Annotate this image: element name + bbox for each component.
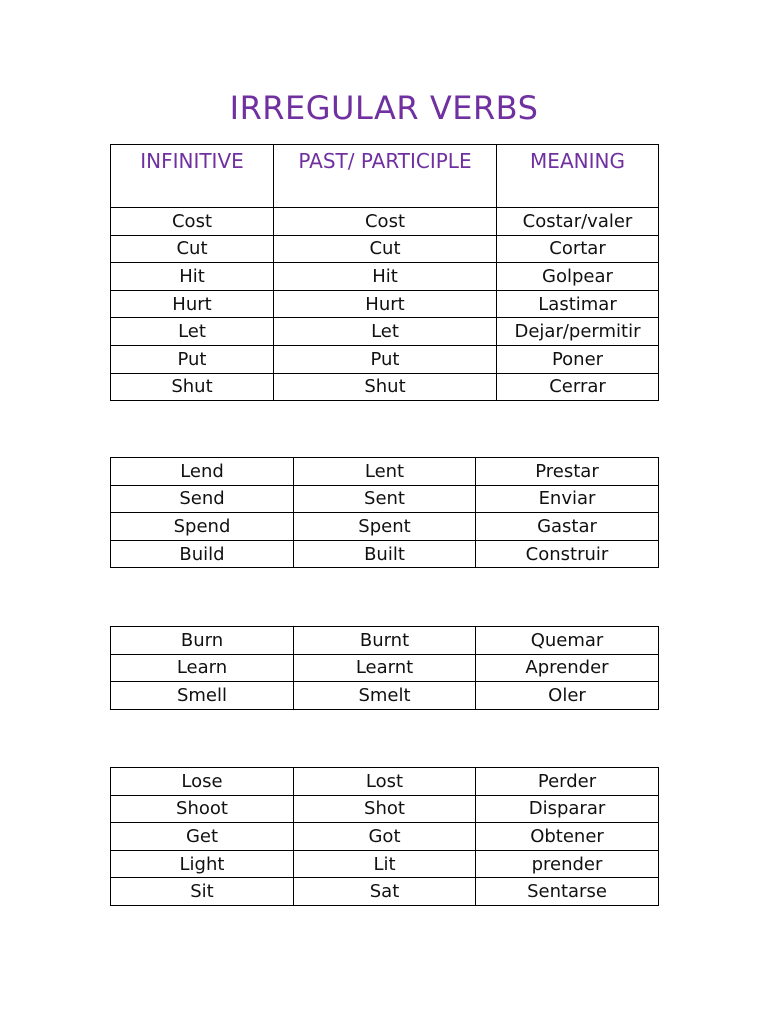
meaning-cell: Poner	[497, 345, 659, 373]
past-participle-cell: Smelt	[294, 682, 476, 710]
past-participle-cell: Let	[274, 318, 497, 346]
meaning-cell: Gastar	[476, 513, 659, 541]
table-row	[111, 682, 659, 710]
infinitive-cell: Shut	[111, 373, 274, 401]
header-past-participle: PAST/ PARTICIPLE	[274, 145, 497, 208]
table-row	[111, 878, 659, 906]
table-row	[111, 208, 659, 236]
table-row	[111, 373, 659, 401]
past-participle-cell: Lit	[294, 850, 476, 878]
meaning-cell: Oler	[476, 682, 659, 710]
past-participle-cell: Learnt	[294, 654, 476, 682]
verbs-table-1	[110, 144, 659, 401]
past-participle-cell: Spent	[294, 513, 476, 541]
table-row	[111, 540, 659, 568]
infinitive-cell: Send	[111, 485, 294, 513]
header-meaning: MEANING	[497, 145, 659, 208]
meaning-cell: Golpear	[497, 263, 659, 291]
meaning-cell: Dejar/permitir	[497, 318, 659, 346]
infinitive-cell: Hit	[111, 263, 274, 291]
infinitive-cell: Burn	[111, 627, 294, 655]
page-title: IRREGULAR VERBS	[229, 89, 539, 127]
infinitive-cell: Shoot	[111, 795, 294, 823]
meaning-cell: prender	[476, 850, 659, 878]
past-participle-cell: Shot	[294, 795, 476, 823]
infinitive-cell: Smell	[111, 682, 294, 710]
past-participle-cell: Cut	[274, 235, 497, 263]
table-row	[111, 795, 659, 823]
past-participle-cell: Lent	[294, 458, 476, 486]
infinitive-cell: Light	[111, 850, 294, 878]
verbs-table-4	[110, 767, 659, 906]
past-participle-cell: Sat	[294, 878, 476, 906]
past-participle-cell: Sent	[294, 485, 476, 513]
header-row	[111, 145, 659, 208]
table-row	[111, 654, 659, 682]
table-row	[111, 263, 659, 291]
table-row	[111, 290, 659, 318]
past-participle-cell: Burnt	[294, 627, 476, 655]
past-participle-cell: Shut	[274, 373, 497, 401]
meaning-cell: Perder	[476, 768, 659, 796]
infinitive-cell: Get	[111, 823, 294, 851]
meaning-cell: Sentarse	[476, 878, 659, 906]
past-participle-cell: Got	[294, 823, 476, 851]
header-infinitive: INFINITIVE	[111, 145, 274, 208]
infinitive-cell: Sit	[111, 878, 294, 906]
meaning-cell: Costar/valer	[497, 208, 659, 236]
meaning-cell: Quemar	[476, 627, 659, 655]
table-row	[111, 235, 659, 263]
table-row	[111, 768, 659, 796]
infinitive-cell: Cost	[111, 208, 274, 236]
infinitive-cell: Build	[111, 540, 294, 568]
infinitive-cell: Learn	[111, 654, 294, 682]
table-row	[111, 513, 659, 541]
past-participle-cell: Hit	[274, 263, 497, 291]
infinitive-cell: Lose	[111, 768, 294, 796]
meaning-cell: Aprender	[476, 654, 659, 682]
meaning-cell: Prestar	[476, 458, 659, 486]
table-row	[111, 345, 659, 373]
meaning-cell: Lastimar	[497, 290, 659, 318]
meaning-cell: Cerrar	[497, 373, 659, 401]
table-row	[111, 485, 659, 513]
meaning-cell: Construir	[476, 540, 659, 568]
table-row	[111, 627, 659, 655]
table-row	[111, 458, 659, 486]
table-row	[111, 850, 659, 878]
infinitive-cell: Cut	[111, 235, 274, 263]
infinitive-cell: Hurt	[111, 290, 274, 318]
meaning-cell: Cortar	[497, 235, 659, 263]
past-participle-cell: Put	[274, 345, 497, 373]
meaning-cell: Enviar	[476, 485, 659, 513]
verbs-table-2	[110, 457, 659, 568]
past-participle-cell: Hurt	[274, 290, 497, 318]
meaning-cell: Obtener	[476, 823, 659, 851]
table-row	[111, 318, 659, 346]
infinitive-cell: Let	[111, 318, 274, 346]
infinitive-cell: Put	[111, 345, 274, 373]
infinitive-cell: Lend	[111, 458, 294, 486]
meaning-cell: Disparar	[476, 795, 659, 823]
past-participle-cell: Lost	[294, 768, 476, 796]
past-participle-cell: Cost	[274, 208, 497, 236]
table-row	[111, 823, 659, 851]
infinitive-cell: Spend	[111, 513, 294, 541]
past-participle-cell: Built	[294, 540, 476, 568]
verbs-table-3	[110, 626, 659, 710]
